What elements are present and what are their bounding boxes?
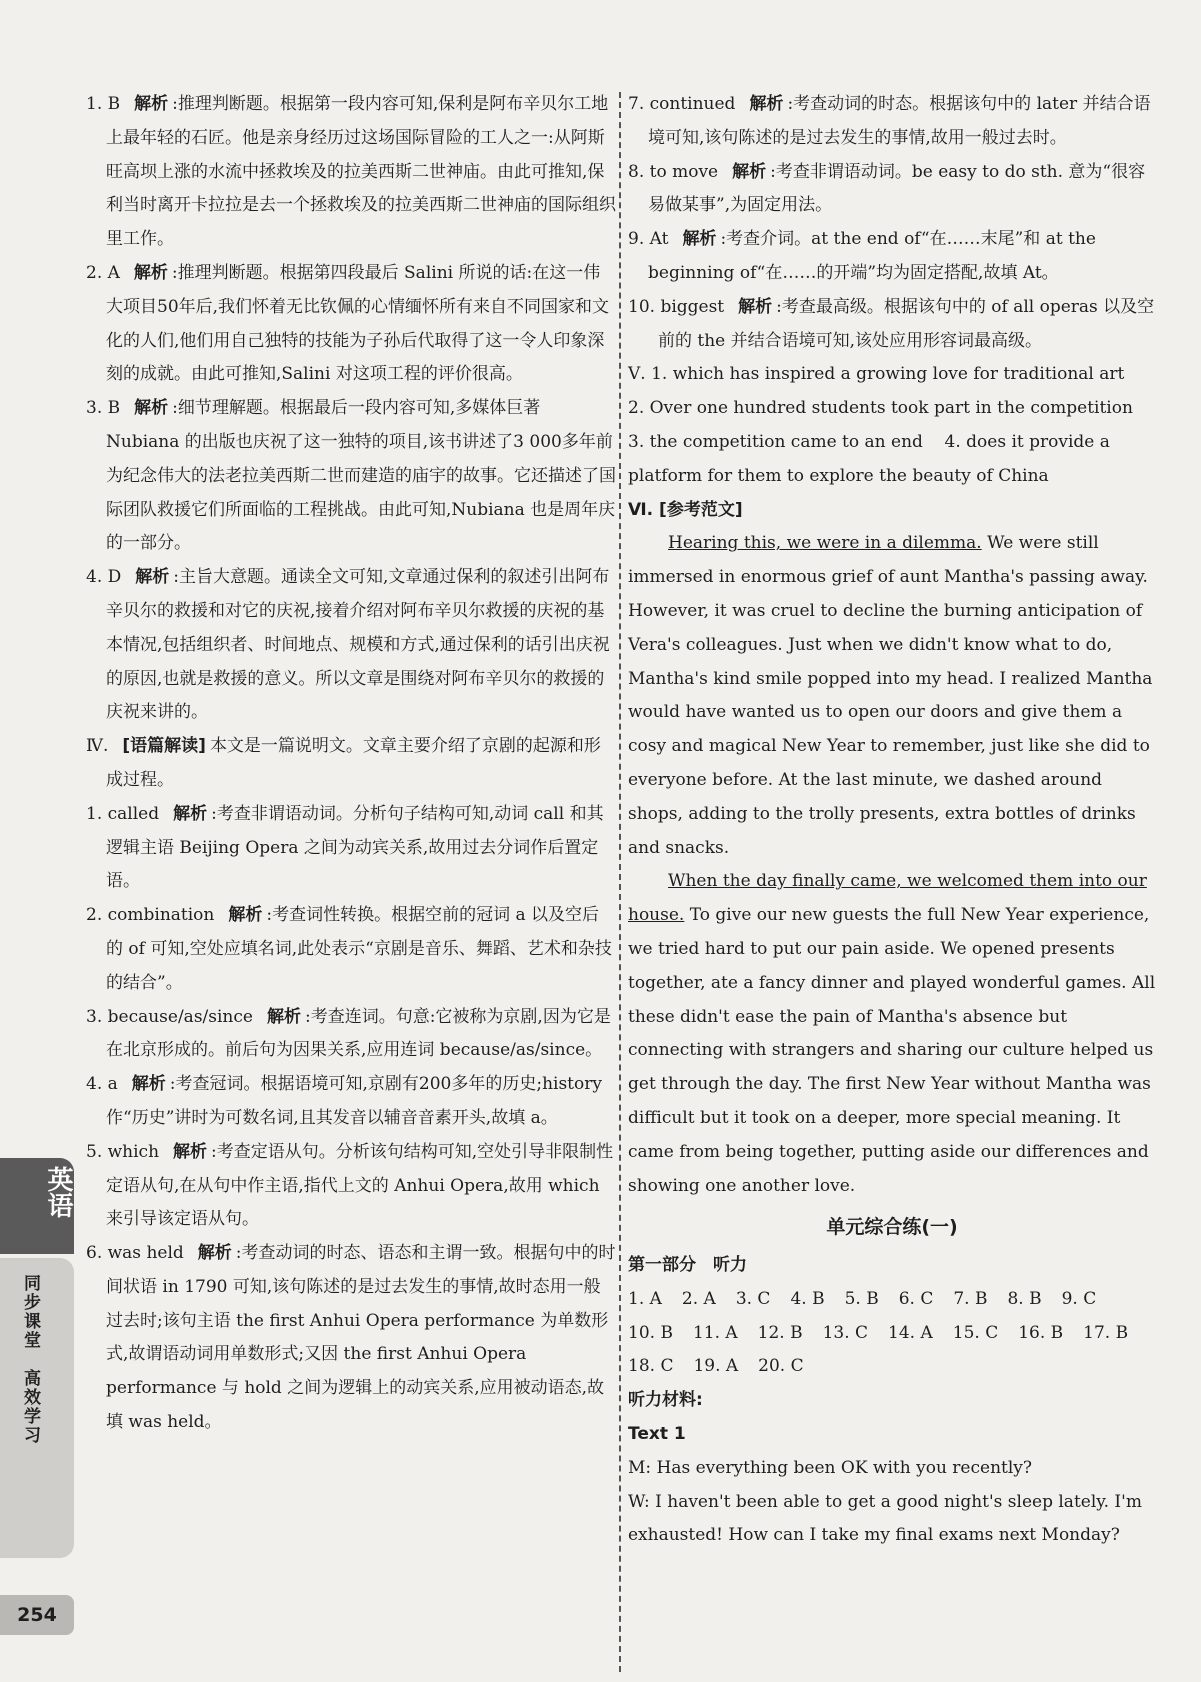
analysis-label: 解析 (173, 1141, 208, 1162)
section-vi-heading: Ⅵ. [参考范文] (628, 499, 743, 520)
series-tab (0, 1258, 74, 1558)
answer-choice: 4. B (790, 1288, 825, 1309)
analysis-label: 解析 (134, 398, 169, 419)
answer-key: 7. continued (628, 94, 736, 114)
analysis-label: 解析 (266, 1006, 301, 1027)
answer-choice: 1. A (628, 1288, 662, 1309)
analysis-text: :推理判断题。根据第一段内容可知,保利是阿布辛贝尔工地上最年轻的石匠。他是亲身经历过这场国际冒险的工人之一:从阿斯旺高坝上涨的水流中拯救埃及的拉美西斯二世神庙。由此可推知,保利当时离开卡拉拉是去一个拯救埃及的拉美西斯二世神庙的国际组织里工作。 (106, 94, 616, 250)
answer-key: 1. B (86, 94, 121, 114)
analysis-label: 解析 (133, 262, 168, 283)
answer-choice: 7. B (953, 1288, 988, 1309)
answer-choice: 5. B (844, 1288, 879, 1309)
analysis-text: :考查非谓语动词。分析句子结构可知,动词 call 和其逻辑主语 Beijing Opera 之间为动宾关系,故用过去分词作后置定语。 (106, 803, 604, 892)
analysis-label: 解析 (738, 296, 773, 317)
part-heading: 第一部分 听力 (628, 1255, 747, 1276)
analysis-label: 解析 (228, 905, 263, 926)
answer-item (86, 1001, 616, 1069)
section-v-answer: 2. Over one hundred students took part in the competition (628, 398, 1133, 419)
section-v-answer (628, 426, 1156, 494)
subject-tab (0, 1158, 74, 1254)
analysis-text: :考查连词。句意:它被称为京剧,因为它是在北京形成的。前后句为因果关系,应用连词 because/as/since。 (106, 1006, 611, 1061)
answer-key: 1. called (86, 803, 160, 824)
discourse-text: 本文是一篇说明文。文章主要介绍了京剧的起源和形成过程。 (106, 736, 601, 790)
answer-item (86, 1237, 616, 1440)
answer-choice: 13. C (822, 1322, 869, 1343)
section-number: Ⅳ. (86, 736, 109, 757)
section-v-answer: Ⅴ. 1. which has inspired a growing love for traditional art (628, 364, 1125, 385)
answer-key: 4. D (86, 567, 122, 588)
section-iv-intro (86, 730, 616, 798)
answer-choice: 2. A (681, 1288, 716, 1309)
analysis-text: :考查非谓语动词。be easy to do sth. 意为“很容易做某事”,为固定用法。 (648, 161, 1146, 216)
answer-key: 9. At (628, 229, 669, 250)
answer-choice: 3. C (735, 1288, 771, 1309)
analysis-text: :考查最高级。根据该句中的 of all operas 以及空前的 the 并结合语境可知,该处应用形容词最高级。 (658, 296, 1155, 351)
answer-item (628, 88, 1156, 156)
answer-choice: 16. B (1018, 1322, 1064, 1343)
answer-key: 8. to move (628, 161, 719, 182)
answer-item (86, 88, 616, 257)
given-sentence: When the day finally came, we welcomed them into our house. (628, 871, 1147, 926)
discourse-label: [语篇解读] (122, 736, 206, 757)
given-sentence: Hearing this, we were in a dilemma. (668, 533, 982, 554)
analysis-text: :主旨大意题。通读全文可知,文章通过保利的叙述引出阿布辛贝尔的救援和对它的庆祝,接着介绍对阿布辛贝尔救援的庆祝的基本情况,包括组织者、时间地点、规模和方式,通过保利的话引出庆祝的原因,也就是救援的意义。所以文章是围绕对阿布辛贝尔的救援的庆祝来讲的。 (106, 567, 610, 723)
analysis-label: 解析 (197, 1243, 232, 1264)
analysis-label: 解析 (135, 567, 170, 588)
answer-choice: 17. B (1083, 1322, 1129, 1343)
answer-item (86, 1068, 616, 1136)
answer-choice: 15. C (952, 1322, 999, 1343)
analysis-text: :考查动词的时态。根据该句中的 later 并结合语境可知,该句陈述的是过去发生的事情,故用一般过去时。 (648, 94, 1151, 148)
answer-key: 6. was held (86, 1243, 184, 1264)
answer-choice: 10. B (628, 1322, 673, 1343)
essay-text: To give our new guests the full New Year experience, we tried hard to put our pain aside. We opened presents together, ate a fancy dinner and played wonderful games. All these didn't ease the pain of Mantha's absence but connecting with strangers and sharing our culture helped us get through the day. The first New Year without Mantha was difficult but it took on a deeper, more special meaning. It came from being together, putting aside our differences and showing one another love. (628, 905, 1156, 1196)
analysis-label: 解析 (682, 229, 717, 250)
essay-paragraph (628, 527, 1156, 865)
answer-item (86, 392, 616, 561)
answer-choice: 14. A (888, 1322, 933, 1343)
answer-key: 2. combination (86, 905, 215, 926)
answer-item (86, 561, 616, 730)
subject-label: 英语 (43, 1166, 73, 1218)
column-divider (619, 92, 621, 1672)
answer-choice: 18. C (628, 1356, 674, 1377)
answer-choice: 9. C (1061, 1288, 1097, 1309)
answer-key: 5. which (86, 1141, 160, 1162)
answer-text: 3. the competition came to an end (628, 431, 923, 452)
answer-key: 3. B (86, 398, 121, 419)
answer-choice: 11. A (692, 1322, 738, 1343)
analysis-text: :考查冠词。根据语境可知,京剧有200多年的历史;history 作“历史”讲时为可数名词,且其发音以辅音音素开头,故填 a。 (106, 1074, 602, 1128)
analysis-label: 解析 (749, 94, 784, 114)
listening-title: 听力材料: (628, 1390, 703, 1411)
analysis-label: 解析 (134, 94, 169, 114)
analysis-text: :细节理解题。根据最后一段内容可知,多媒体巨著 Nubiana 的出版也庆祝了这一独特的项目,该书讲述了3 000多年前为纪念伟大的法老拉美西斯二世而建造的庙宇的故事。它还描述了国际团队救援它们所面临的工程挑战。由此可知,Nubiana 也是周年庆的一部分。 (106, 398, 616, 554)
answer-item (86, 1136, 616, 1237)
answer-choice: 20. C (758, 1356, 804, 1377)
answer-item (628, 291, 1156, 359)
answer-choice: 6. C (898, 1288, 934, 1309)
answer-choice: 8. B (1007, 1288, 1042, 1309)
dialogue-line: M: Has everything been OK with you recently? (628, 1457, 1032, 1478)
answer-choice: 19. A (693, 1356, 739, 1377)
answer-item (628, 156, 1156, 224)
essay-paragraph (628, 865, 1156, 1203)
answer-key: 4. a (86, 1074, 118, 1095)
analysis-text: :考查动词的时态、语态和主谓一致。根据句中的时间状语 in 1790 可知,该句陈述的是过去发生的事情,故时态用一般过去时;该句主语 the first Anhui Opera performance 为单数形式,故谓语动词用单数形式;又因 the first Anhui Opera performance 与 hold 之间为逻辑上的动宾关系,应用被动语态,故填 was held。 (106, 1243, 616, 1433)
essay-text: We were still immersed in enormous grief of aunt Mantha's passing away. However, it was cruel to decline the burning anticipation of Vera's colleagues. Just when we didn't know what to do, Mantha's kind smile popped into my head. I realized Mantha would have wanted us to open our doors and give them a cosy and magical New Year to remember, just like she did to everyone before. At the last minute, we dashed around shops, adding to the trolly presents, extra bottles of drinks and snacks. (628, 533, 1153, 858)
series-label: 同步课堂 高效学习 (20, 1274, 40, 1445)
answer-item (628, 223, 1156, 291)
answer-row (628, 1283, 1156, 1317)
answer-item (86, 798, 616, 899)
unit-title: 单元综合练(一) (826, 1216, 958, 1239)
answer-row (628, 1317, 1156, 1351)
analysis-label: 解析 (732, 161, 767, 182)
answer-text: 4. does it provide a platform for them to explore the beauty of China (628, 431, 1110, 486)
answer-key: 2. A (86, 262, 120, 283)
answer-item (86, 257, 616, 392)
analysis-text: :考查词性转换。根据空前的冠词 a 以及空后的 of 可知,空处应填名词,此处表示“京剧是音乐、舞蹈、艺术和杂技的结合”。 (106, 905, 612, 993)
analysis-label: 解析 (131, 1074, 166, 1095)
answer-key: 10. biggest (628, 296, 725, 317)
text-label: Text 1 (628, 1424, 686, 1445)
sidebar-tab (0, 1158, 74, 1628)
analysis-text: :考查定语从句。分析该句结构可知,空处引导非限制性定语从句,在从句中作主语,指代上文的 Anhui Opera,故用 which 来引导该定语从句。 (106, 1141, 614, 1230)
answer-row (628, 1350, 1156, 1384)
analysis-text: :考查介词。at the end of“在……末尾”和 at the beginning of“在……的开端”均为固定搭配,故填 At。 (648, 229, 1096, 283)
answer-item (86, 899, 616, 1000)
page-number: 254 (0, 1595, 74, 1635)
dialogue-line: W: I haven't been able to get a good night's sleep lately. I'm exhausted! How can I take my final exams next Monday? (628, 1491, 1142, 1546)
left-column (86, 88, 616, 1440)
analysis-label: 解析 (173, 803, 208, 824)
answer-key: 3. because/as/since (86, 1006, 253, 1027)
right-column (628, 88, 1156, 1553)
answer-choice: 12. B (757, 1322, 803, 1343)
analysis-text: :推理判断题。根据第四段最后 Salini 所说的话:在这一伟大项目50年后,我们怀着无比钦佩的心情缅怀所有来自不同国家和文化的人们,他们用自己独特的技能为子孙后代取得了这一令人印象深刻的成就。由此可推知,Salini 对这项工程的评价很高。 (106, 262, 610, 385)
